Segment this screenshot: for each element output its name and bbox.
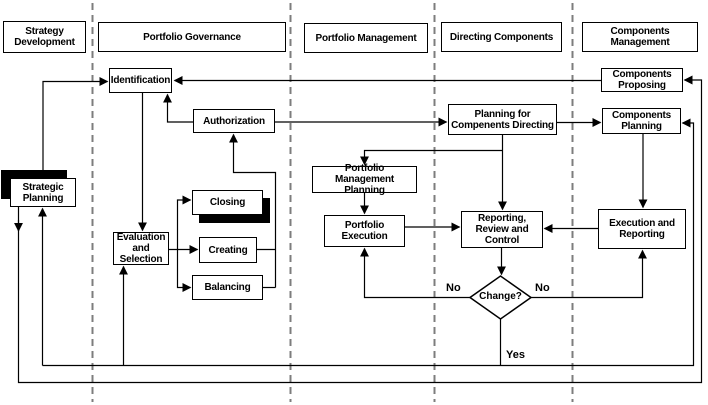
node-closing: Closing xyxy=(192,190,263,215)
edge-authorization-to-identification xyxy=(168,95,194,123)
lane-header-components-management: Components Management xyxy=(582,22,698,52)
lane-header-portfolio-management: Portfolio Management xyxy=(304,23,428,53)
decision-change-label: Change? xyxy=(479,291,522,302)
node-portfolio-execution: Portfolio Execution xyxy=(324,215,405,247)
node-components-planning: Components Planning xyxy=(602,108,681,134)
node-authorization: Authorization xyxy=(193,109,275,133)
edge-label-no-left: No xyxy=(446,282,461,294)
node-balancing: Balancing xyxy=(192,275,263,300)
node-reporting-review-and-control: Reporting, Review and Control xyxy=(461,211,543,248)
lane-header-portfolio-governance: Portfolio Governance xyxy=(98,22,286,52)
lane-header-strategy-development: Strategy Development xyxy=(3,21,86,53)
node-strategic-planning: Strategic Planning xyxy=(10,178,76,207)
edge-label-no-right: No xyxy=(535,282,550,294)
edge-evaluation-to-closing xyxy=(178,200,191,250)
node-planning-for-components-directing: Planning for Compenents Directing xyxy=(448,104,557,135)
node-creating: Creating xyxy=(199,237,257,263)
edge-evaluation-to-balancing xyxy=(178,250,191,288)
node-components-proposing: Components Proposing xyxy=(601,68,683,92)
edge-strategic-planning-to-identification xyxy=(43,82,108,179)
node-execution-and-reporting: Execution and Reporting xyxy=(598,209,686,249)
node-portfolio-management-planning: Portfolio Management Planning xyxy=(312,166,417,193)
node-identification: Identification xyxy=(109,68,172,93)
edge-label-yes: Yes xyxy=(506,349,525,361)
lane-header-directing-components: Directing Components xyxy=(441,22,562,52)
node-evaluation-and-selection: Evaluation and Selection xyxy=(113,232,169,265)
